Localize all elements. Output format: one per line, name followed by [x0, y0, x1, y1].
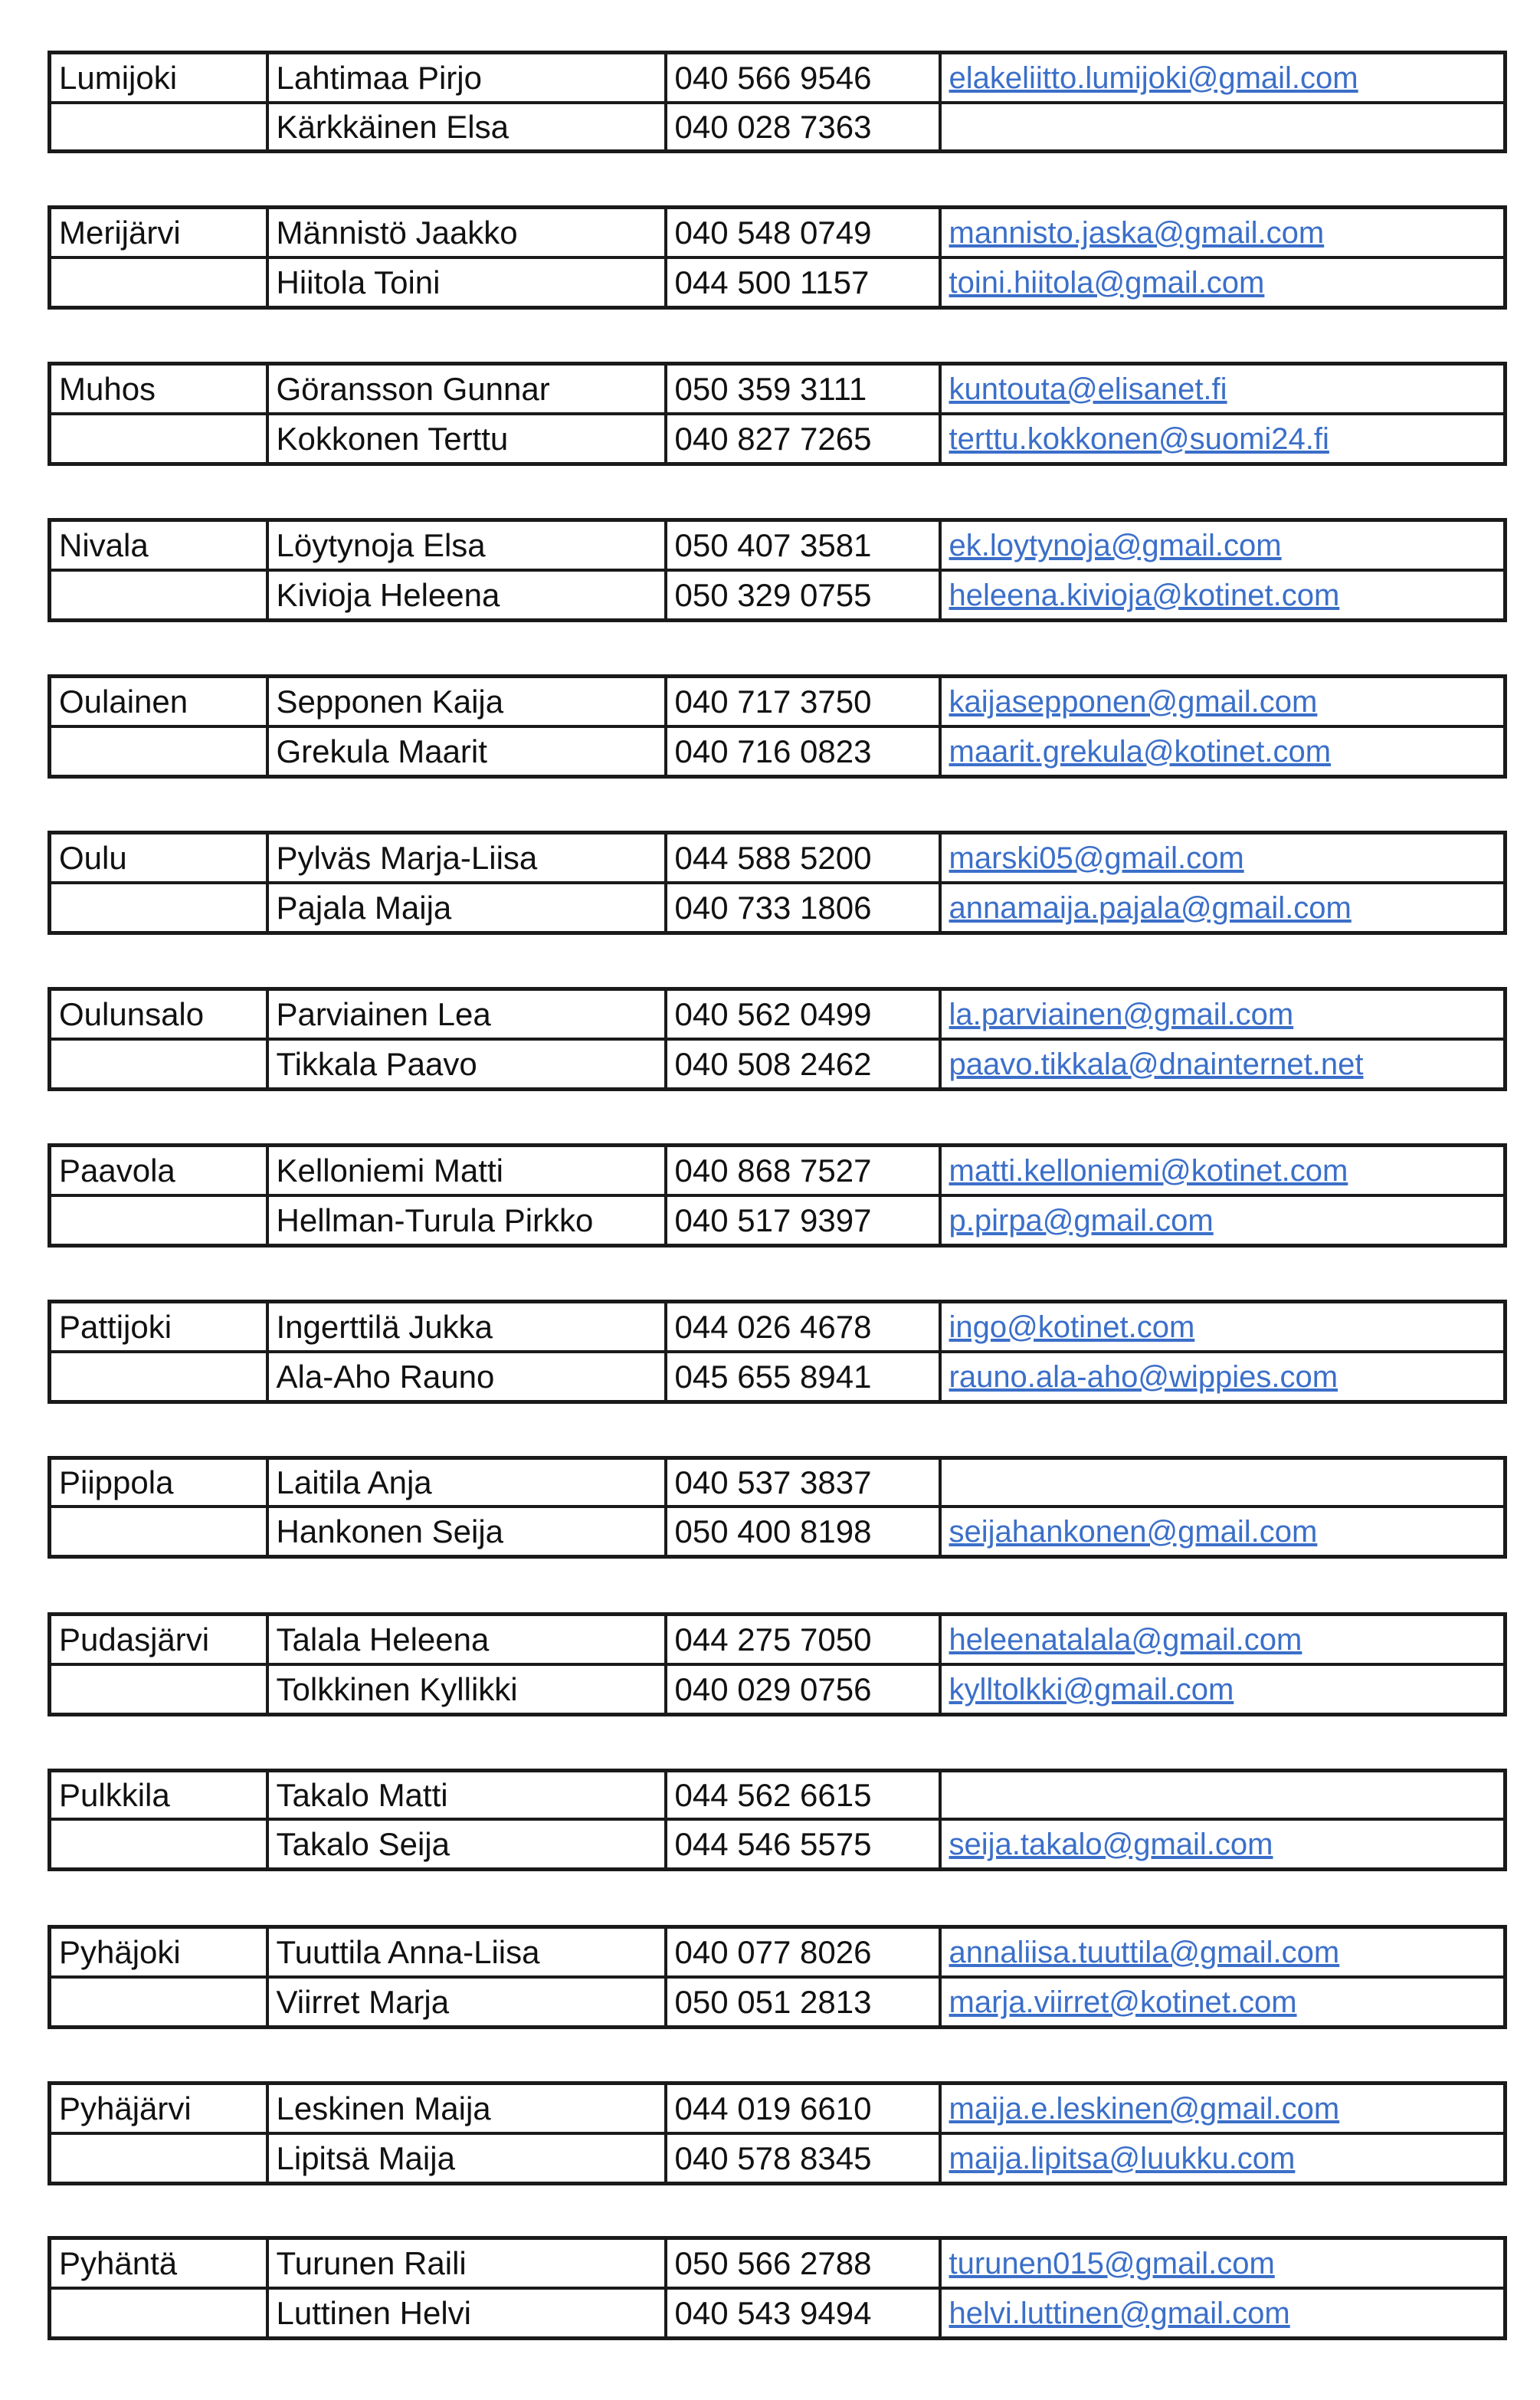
email-link[interactable]: maija.e.leskinen@gmail.com — [949, 2092, 1340, 2126]
table-row — [50, 1195, 1506, 1246]
name-cell: Pajala Maija — [267, 883, 666, 933]
email-cell — [940, 1819, 1506, 1870]
phone-cell: 044 019 6610 — [666, 2084, 940, 2134]
email-link[interactable]: kuntouta@elisanet.fi — [949, 372, 1227, 406]
municipality-cell — [50, 414, 267, 464]
phone-cell: 044 562 6615 — [666, 1771, 940, 1820]
municipality-cell — [50, 1819, 267, 1870]
phone-cell: 050 400 8198 — [666, 1507, 940, 1557]
email-cell — [940, 103, 1506, 152]
group-table — [48, 518, 1507, 622]
email-cell — [940, 989, 1506, 1040]
table-row — [50, 2133, 1506, 2184]
phone-cell: 044 546 5575 — [666, 1819, 940, 1870]
group-table — [48, 1143, 1507, 1248]
table-row — [50, 257, 1506, 308]
email-link[interactable]: p.pirpa@gmail.com — [949, 1204, 1214, 1238]
phone-cell: 040 566 9546 — [666, 53, 940, 103]
phone-cell: 040 028 7363 — [666, 103, 940, 152]
email-cell — [940, 1977, 1506, 2028]
email-cell — [940, 1458, 1506, 1507]
table-row — [50, 570, 1506, 621]
email-link[interactable]: maarit.grekula@kotinet.com — [949, 735, 1332, 769]
table-row — [50, 1507, 1506, 1557]
group-table — [48, 2081, 1507, 2185]
name-cell: Hellman-Turula Pirkko — [267, 1195, 666, 1246]
phone-cell: 044 275 7050 — [666, 1615, 940, 1665]
email-cell — [940, 1771, 1506, 1820]
table-row — [50, 1664, 1506, 1715]
table-row — [50, 989, 1506, 1040]
email-cell — [940, 1146, 1506, 1196]
table-row — [50, 1146, 1506, 1196]
email-cell — [940, 2133, 1506, 2184]
email-cell — [940, 2238, 1506, 2289]
group-table — [48, 1300, 1507, 1404]
name-cell: Kivioja Heleena — [267, 570, 666, 621]
phone-cell: 050 051 2813 — [666, 1977, 940, 2028]
municipality-cell: Lumijoki — [50, 53, 267, 103]
email-cell — [940, 1302, 1506, 1352]
table-row — [50, 103, 1506, 152]
email-link[interactable]: rauno.ala-aho@wippies.com — [949, 1360, 1338, 1394]
email-cell — [940, 257, 1506, 308]
email-link[interactable]: terttu.kokkonen@suomi24.fi — [949, 422, 1329, 456]
phone-cell: 050 407 3581 — [666, 520, 940, 571]
email-link[interactable]: heleenatalala@gmail.com — [949, 1623, 1302, 1657]
name-cell: Luttinen Helvi — [267, 2288, 666, 2339]
group-table — [48, 362, 1507, 466]
table-row — [50, 1771, 1506, 1820]
municipality-cell: Paavola — [50, 1146, 267, 1196]
email-link[interactable]: elakeliitto.lumijoki@gmail.com — [949, 61, 1358, 95]
municipality-cell: Pyhäjoki — [50, 1927, 267, 1978]
table-row — [50, 364, 1506, 415]
email-cell — [940, 883, 1506, 933]
group-table — [48, 1612, 1507, 1716]
email-cell — [940, 1195, 1506, 1246]
name-cell: Talala Heleena — [267, 1615, 666, 1665]
municipality-cell — [50, 2133, 267, 2184]
name-cell: Sepponen Kaija — [267, 677, 666, 727]
table-row — [50, 208, 1506, 258]
email-link[interactable]: mannisto.jaska@gmail.com — [949, 216, 1325, 250]
name-cell: Pylväs Marja-Liisa — [267, 833, 666, 884]
phone-cell: 050 329 0755 — [666, 570, 940, 621]
table-row — [50, 1302, 1506, 1352]
municipality-cell — [50, 1352, 267, 1402]
phone-cell: 044 588 5200 — [666, 833, 940, 884]
name-cell: Ingerttilä Jukka — [267, 1302, 666, 1352]
municipality-cell: Oulainen — [50, 677, 267, 727]
email-link[interactable]: annaliisa.tuuttila@gmail.com — [949, 1936, 1340, 1969]
phone-cell: 050 566 2788 — [666, 2238, 940, 2289]
name-cell: Kokkonen Terttu — [267, 414, 666, 464]
email-link[interactable]: heleena.kivioja@kotinet.com — [949, 579, 1340, 612]
email-cell — [940, 2084, 1506, 2134]
email-link[interactable]: marja.viirret@kotinet.com — [949, 1985, 1297, 2019]
table-row — [50, 520, 1506, 571]
municipality-cell — [50, 1507, 267, 1557]
name-cell: Göransson Gunnar — [267, 364, 666, 415]
email-link[interactable]: ek.loytynoja@gmail.com — [949, 529, 1282, 562]
name-cell: Kelloniemi Matti — [267, 1146, 666, 1196]
name-cell: Takalo Matti — [267, 1771, 666, 1820]
table-row — [50, 53, 1506, 103]
table-row — [50, 1977, 1506, 2028]
municipality-cell — [50, 257, 267, 308]
municipality-cell: Piippola — [50, 1458, 267, 1507]
email-link[interactable]: seija.takalo@gmail.com — [949, 1828, 1273, 1861]
group-table — [48, 831, 1507, 935]
email-link[interactable]: marski05@gmail.com — [949, 841, 1244, 875]
group-table — [48, 205, 1507, 310]
phone-cell: 040 827 7265 — [666, 414, 940, 464]
name-cell: Kärkkäinen Elsa — [267, 103, 666, 152]
email-link[interactable]: maija.lipitsa@luukku.com — [949, 2142, 1296, 2175]
municipality-cell: Pyhäntä — [50, 2238, 267, 2289]
email-cell — [940, 1507, 1506, 1557]
email-cell — [940, 1664, 1506, 1715]
table-row — [50, 2084, 1506, 2134]
table-row — [50, 883, 1506, 933]
table-row — [50, 833, 1506, 884]
name-cell: Tolkkinen Kyllikki — [267, 1664, 666, 1715]
email-cell — [940, 414, 1506, 464]
email-link[interactable]: la.parviainen@gmail.com — [949, 998, 1294, 1031]
name-cell: Leskinen Maija — [267, 2084, 666, 2134]
name-cell: Hiitola Toini — [267, 257, 666, 308]
table-row — [50, 1458, 1506, 1507]
table-row — [50, 726, 1506, 777]
name-cell: Viirret Marja — [267, 1977, 666, 2028]
name-cell: Laitila Anja — [267, 1458, 666, 1507]
email-cell — [940, 1615, 1506, 1665]
phone-cell: 040 733 1806 — [666, 883, 940, 933]
email-cell — [940, 833, 1506, 884]
email-link[interactable]: helvi.luttinen@gmail.com — [949, 2297, 1290, 2330]
name-cell: Tikkala Paavo — [267, 1039, 666, 1090]
email-cell — [940, 677, 1506, 727]
group-table — [48, 987, 1507, 1091]
group-table — [48, 51, 1507, 153]
name-cell: Löytynoja Elsa — [267, 520, 666, 571]
municipality-cell: Pudasjärvi — [50, 1615, 267, 1665]
email-cell — [940, 520, 1506, 571]
municipality-cell — [50, 1039, 267, 1090]
email-cell — [940, 1352, 1506, 1402]
municipality-cell — [50, 1664, 267, 1715]
phone-cell: 045 655 8941 — [666, 1352, 940, 1402]
name-cell: Turunen Raili — [267, 2238, 666, 2289]
name-cell: Takalo Seija — [267, 1819, 666, 1870]
municipality-cell: Oulu — [50, 833, 267, 884]
table-row — [50, 1819, 1506, 1870]
email-link[interactable]: turunen015@gmail.com — [949, 2247, 1275, 2280]
table-row — [50, 1927, 1506, 1978]
municipality-cell — [50, 1977, 267, 2028]
municipality-cell: Pattijoki — [50, 1302, 267, 1352]
municipality-cell: Merijärvi — [50, 208, 267, 258]
email-cell — [940, 2288, 1506, 2339]
table-row — [50, 677, 1506, 727]
table-row — [50, 2238, 1506, 2289]
email-link[interactable]: ingo@kotinet.com — [949, 1310, 1195, 1344]
name-cell: Männistö Jaakko — [267, 208, 666, 258]
municipality-cell — [50, 883, 267, 933]
municipality-cell — [50, 726, 267, 777]
phone-cell: 040 537 3837 — [666, 1458, 940, 1507]
table-row — [50, 1615, 1506, 1665]
group-table — [48, 2236, 1507, 2340]
phone-cell: 044 500 1157 — [666, 257, 940, 308]
table-row — [50, 1039, 1506, 1090]
municipality-cell — [50, 2288, 267, 2339]
phone-cell: 040 029 0756 — [666, 1664, 940, 1715]
phone-cell: 040 868 7527 — [666, 1146, 940, 1196]
table-row — [50, 414, 1506, 464]
phone-cell: 040 717 3750 — [666, 677, 940, 727]
email-link[interactable]: matti.kelloniemi@kotinet.com — [949, 1154, 1348, 1188]
email-cell — [940, 53, 1506, 103]
phone-cell: 040 508 2462 — [666, 1039, 940, 1090]
phone-cell: 040 562 0499 — [666, 989, 940, 1040]
name-cell: Ala-Aho Rauno — [267, 1352, 666, 1402]
phone-cell: 040 517 9397 — [666, 1195, 940, 1246]
email-link[interactable]: toini.hiitola@gmail.com — [949, 266, 1265, 300]
name-cell: Grekula Maarit — [267, 726, 666, 777]
phone-cell: 040 716 0823 — [666, 726, 940, 777]
name-cell: Hankonen Seija — [267, 1507, 666, 1557]
municipality-cell: Oulunsalo — [50, 989, 267, 1040]
email-link[interactable]: annamaija.pajala@gmail.com — [949, 891, 1352, 925]
municipality-cell: Pulkkila — [50, 1771, 267, 1820]
phone-cell: 040 543 9494 — [666, 2288, 940, 2339]
group-table — [48, 674, 1507, 779]
name-cell: Parviainen Lea — [267, 989, 666, 1040]
municipality-cell — [50, 103, 267, 152]
phone-cell: 040 077 8026 — [666, 1927, 940, 1978]
municipality-cell: Muhos — [50, 364, 267, 415]
name-cell: Lipitsä Maija — [267, 2133, 666, 2184]
phone-cell: 050 359 3111 — [666, 364, 940, 415]
email-cell — [940, 570, 1506, 621]
email-link[interactable]: kaijasepponen@gmail.com — [949, 685, 1318, 719]
table-row — [50, 1352, 1506, 1402]
email-cell — [940, 726, 1506, 777]
email-cell — [940, 364, 1506, 415]
name-cell: Lahtimaa Pirjo — [267, 53, 666, 103]
table-row — [50, 2288, 1506, 2339]
municipality-cell — [50, 570, 267, 621]
group-table — [48, 1456, 1507, 1559]
municipality-cell: Nivala — [50, 520, 267, 571]
email-cell — [940, 1039, 1506, 1090]
group-table — [48, 1769, 1507, 1871]
email-cell — [940, 1927, 1506, 1978]
email-cell — [940, 208, 1506, 258]
email-link[interactable]: kylltolkki@gmail.com — [949, 1673, 1234, 1707]
email-link[interactable]: seijahankonen@gmail.com — [949, 1515, 1318, 1549]
phone-cell: 040 578 8345 — [666, 2133, 940, 2184]
name-cell: Tuuttila Anna-Liisa — [267, 1927, 666, 1978]
phone-cell: 044 026 4678 — [666, 1302, 940, 1352]
phone-cell: 040 548 0749 — [666, 208, 940, 258]
municipality-cell: Pyhäjärvi — [50, 2084, 267, 2134]
group-table — [48, 1925, 1507, 2029]
email-link[interactable]: paavo.tikkala@dnainternet.net — [949, 1048, 1364, 1081]
municipality-cell — [50, 1195, 267, 1246]
